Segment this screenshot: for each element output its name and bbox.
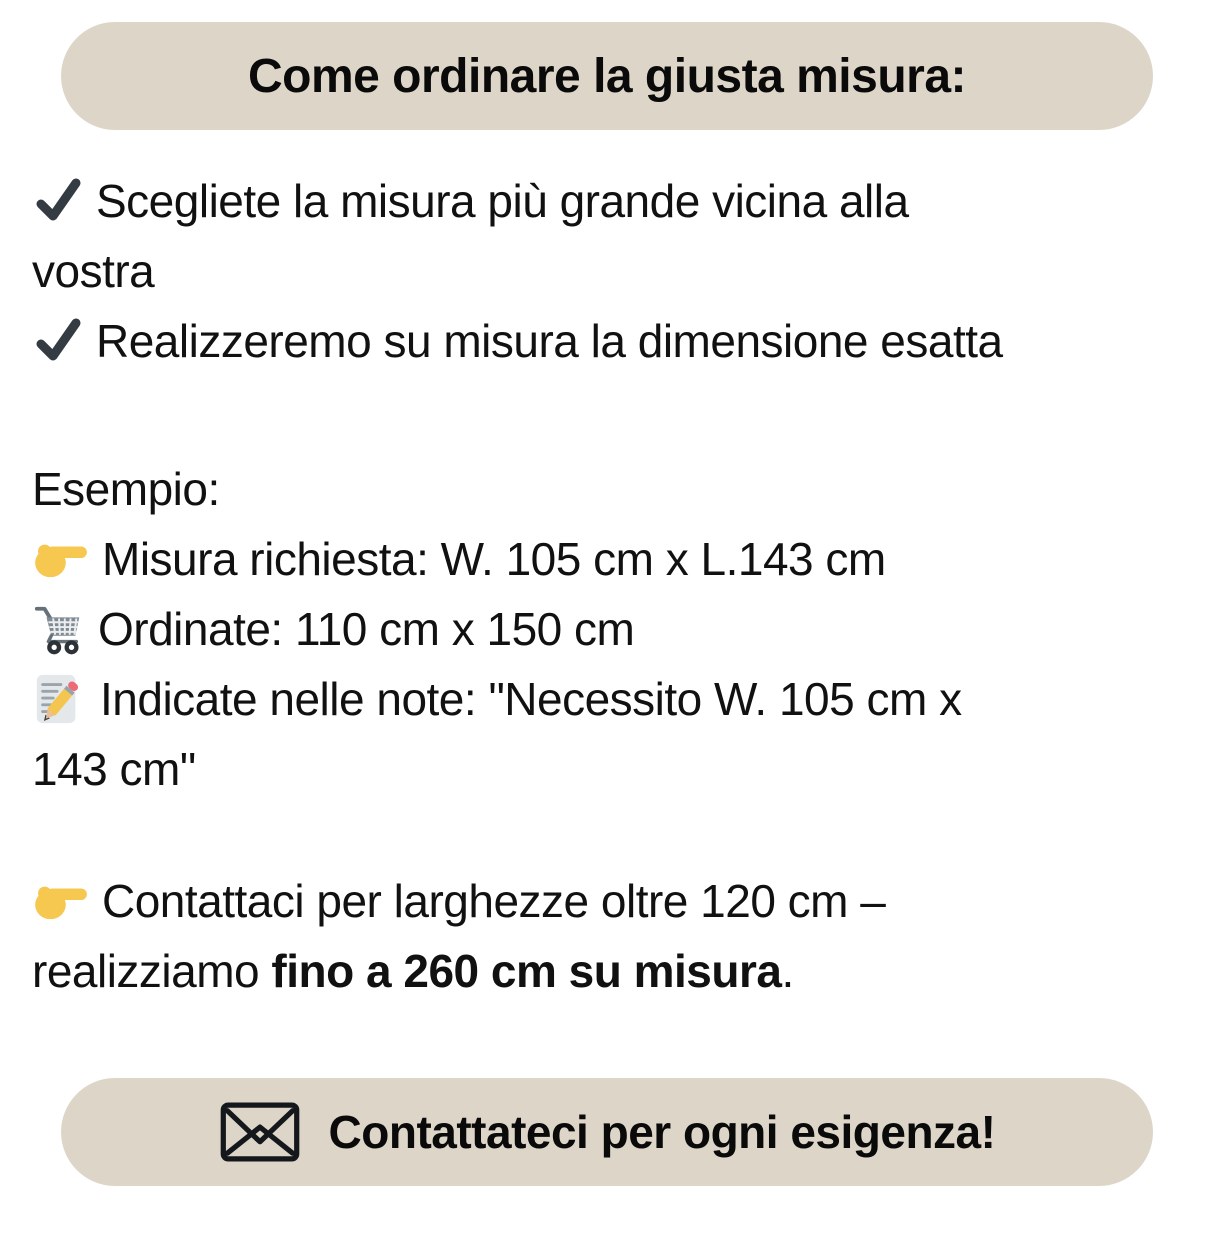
instruction-custom-size xyxy=(32,306,1182,376)
page-title: Come ordinare la giusta misura: xyxy=(247,49,967,103)
pointing-right-icon xyxy=(32,877,90,923)
contact-note xyxy=(32,866,1182,1006)
contact-note-bold: fino a 260 cm su misura xyxy=(271,945,782,997)
instruction-text: Scegliete la misura più grande vicina alla xyxy=(96,175,909,227)
example-request-text: Misura richiesta: W. 105 cm x L.143 cm xyxy=(102,533,886,585)
example-block xyxy=(32,454,1182,804)
shopping-cart-icon xyxy=(32,601,86,657)
body-content xyxy=(0,166,1214,1006)
instruction-text: Realizzeremo su misura la dimensione esatta xyxy=(96,315,1003,367)
example-note-text: Indicate nelle note: "Necessito W. 105 cm x xyxy=(100,673,962,725)
contact-note-line2: realizziamo xyxy=(32,945,272,997)
contact-note-block xyxy=(32,866,1182,1006)
envelope-icon xyxy=(219,1101,301,1163)
example-note xyxy=(32,664,1182,804)
check-icon xyxy=(32,173,84,225)
pointing-right-icon xyxy=(32,535,90,581)
instruction-choose-size xyxy=(32,166,1182,306)
infographic-page xyxy=(0,22,1214,1186)
footer-banner xyxy=(61,1078,1153,1186)
example-order-text: Ordinate: 110 cm x 150 cm xyxy=(98,603,635,655)
check-icon xyxy=(32,313,84,365)
memo-icon xyxy=(32,671,86,727)
contact-note-line1: Contattaci per larghezze oltre 120 cm – xyxy=(102,875,886,927)
example-request xyxy=(32,524,1182,594)
header-banner xyxy=(61,22,1153,130)
instruction-text-wrap: vostra xyxy=(32,245,155,297)
example-note-text-wrap: 143 cm" xyxy=(32,743,196,795)
instructions-block xyxy=(32,166,1182,376)
example-heading: Esempio: xyxy=(32,463,220,515)
footer-label: Contattateci per ogni esigenza! xyxy=(328,1106,996,1158)
contact-note-suffix: . xyxy=(781,945,794,997)
example-order xyxy=(32,594,1182,664)
